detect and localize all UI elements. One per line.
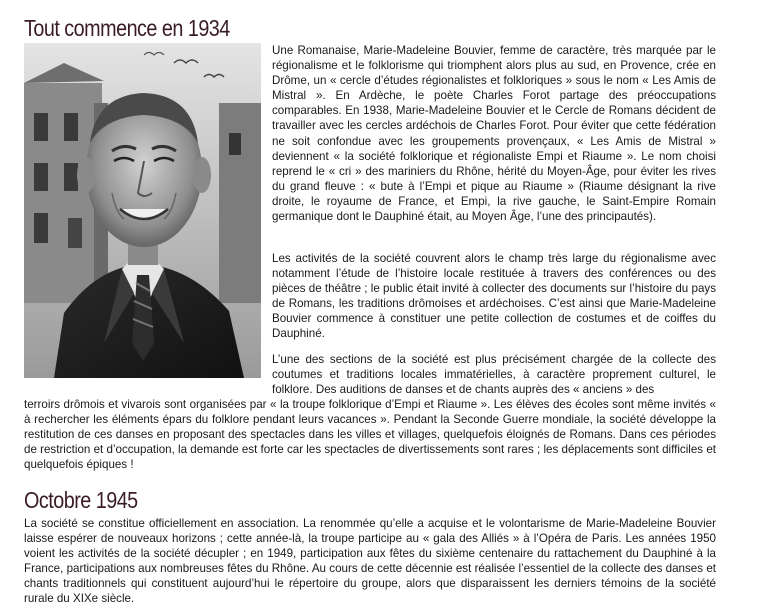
section-title-1934: Tout commence en 1934 [24,15,230,41]
paragraph-activities: Les activités de la société couvrent alors le champ très large du régionalisme avec notamment l’étude de l’histoire locale restituée à travers des conférences ou des pièces de théâtre ; le public était invité à collecter des documents sur l’histoire du pays de Romans, les traditions drômoises et ardéchoises. C’est ainsi que Marie-Madeleine Bouvier commence à constituer une petite collection de costumes et de coiffes du Dauphiné. [272,252,716,341]
paragraph-association: La société se constitue officiellement en association. La renommée qu’elle a acquise et le volontarisme de Marie-Madeleine Bouvier laisse espérer de nouveaux horizons ; cette année-là, la troupe participe au « gala des Alliés » à l’Opéra de Paris. Les années 1950 voient les activités de la société décupler ; en 1949, participation aux fêtes du sixième centenaire du rattachement du Dauphiné à la France, participations aux nombreuses fêtes du Rhône. Au cours de cette décennie est réalisée l’essentiel de la collecte des danses et chants traditionnels qui constituent aujourd’hui le répertoire du groupe, alors que disparaissent les derniers témoins de la société rurale du XIXe siècle. [24,517,716,606]
portrait-image [24,43,261,378]
portrait-drawing [24,43,261,378]
paragraph-collection-start: L’une des sections de la société est plus précisément chargée de la collecte des coutumes et traditions locales immatérielles, à caractère proprement culturel, le folklore. Des auditions de danses et de chants auprès des « anciens » des [272,353,716,397]
section-title-1945: Octobre 1945 [24,487,138,513]
paragraph-collection-end: terroirs drômois et vivarois sont organisées par « la troupe folklorique d’Empi et Riaume ». Les élèves des écoles sont même invités « à rechercher les éléments épars du folklore pendant leurs vacances ». Pendant la Seconde Guerre mondiale, la société développe la restitution de ces danses en proposant des spectacles dans les villes et villages, quelquefois éloignés de Romans. Dans ces périodes de restriction et d’occupation, la demande est forte car les spectacles de divertissements sont rares ; les déplacements sont difficiles et quelquefois épiques ! [24,398,716,472]
paragraph-origins: Une Romanaise, Marie-Madeleine Bouvier, femme de caractère, très marquée par le régionalisme et le folklorisme qui triomphent alors plus au sud, en Provence, crée en Drôme, un « cercle d’études régionalistes et folkloriques » sous le nom « Les Amis de Mistral ». En Ardèche, le poète Charles Forot partage des préoccupations comparables. En 1938, Marie-Madeleine Bouvier et le Cercle de Romans décident de travailler avec les cercles ardéchois de Charles Forot. Pour éviter que cette fédération ne soit confondue avec les groupements provençaux, « Les Amis de Mistral » deviennent « la société folklorique et régionaliste Empi et Riaume ». Le nom choisi reprend le « cri » des mariniers du Rhône, hérité du Moyen-Âge, pour éviter les rives du grand fleuve : « bute à l’Empi et pique au Riaume » (Riaume désignant la rive droite, le royaume de France, et Empi, la rive gauche, le Saint-Empire Romain germanique dont le Dauphiné était, au Moyen Âge, l’une des principautés). [272,44,716,224]
